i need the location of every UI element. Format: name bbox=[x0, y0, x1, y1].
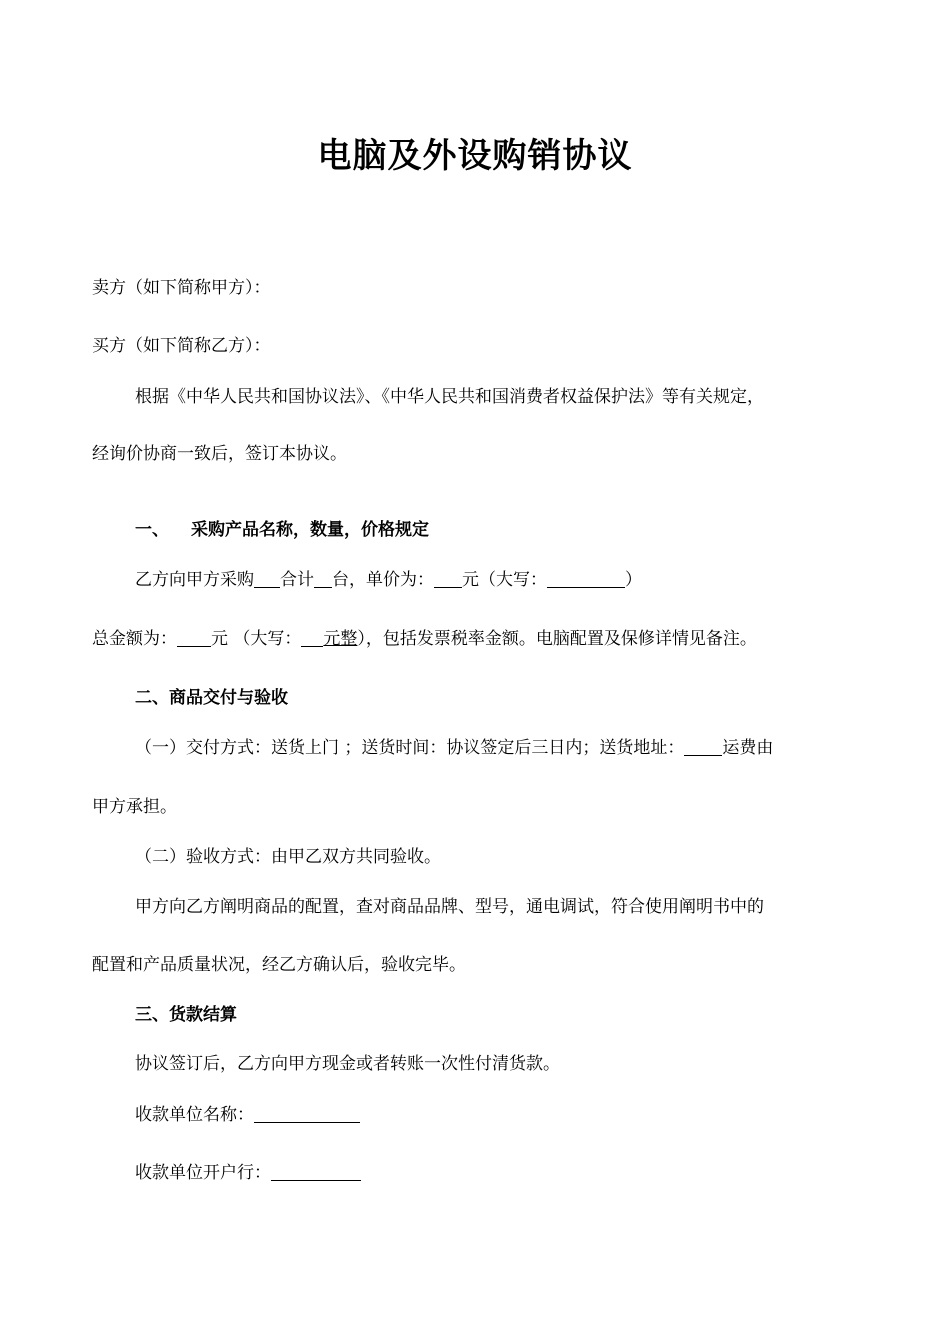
unit-price-text: 台，单价为： bbox=[332, 570, 434, 590]
section1-line-2 bbox=[92, 627, 757, 651]
quantity-blank[interactable] bbox=[314, 569, 332, 588]
unit-price-words-text: 元（大写： bbox=[462, 570, 547, 590]
section2-p2: （二）验收方式：由甲乙双方共同验收。 bbox=[135, 847, 441, 867]
section2-p1-line-2: 甲方承担。 bbox=[92, 797, 177, 817]
total-amount-text: 总金额为： bbox=[92, 629, 177, 649]
freight-text: 运费由 bbox=[722, 738, 774, 758]
payee-bank-blank[interactable] bbox=[271, 1162, 361, 1181]
total-text: 合计 bbox=[280, 570, 314, 590]
payee-name-label: 收款单位名称： bbox=[135, 1105, 254, 1125]
section3-p1: 协议签订后，乙方向甲方现金或者转账一次性付清货款。 bbox=[135, 1054, 560, 1074]
payee-bank-row bbox=[135, 1161, 361, 1185]
unit-price-blank[interactable] bbox=[434, 569, 462, 588]
section1-heading-text: 采购产品名称，数量，价格规定 bbox=[191, 520, 429, 540]
payee-name-row bbox=[135, 1103, 360, 1127]
intro-line-2: 经询价协商一致后，签订本协议。 bbox=[92, 444, 347, 464]
document-title: 电脑及外设购销协议 bbox=[317, 136, 633, 176]
total-words-text: 元 （大写： bbox=[211, 629, 302, 649]
section1-heading-number: 一、 bbox=[135, 520, 169, 540]
section1-line-1 bbox=[135, 568, 642, 592]
section1-heading bbox=[135, 518, 429, 542]
seller-label: 卖方（如下简称甲方）： bbox=[92, 278, 271, 298]
intro-line-1: 根据《中华人民共和国协议法》、《中华人民共和国消费者权益保护法》等有关规定， bbox=[135, 387, 764, 407]
payee-bank-label: 收款单位开户行： bbox=[135, 1163, 271, 1183]
unit-price-words-blank[interactable] bbox=[547, 569, 625, 588]
section2-p3-line-1: 甲方向乙方阐明商品的配置，查对商品品牌、型号，通电调试，符合使用阐明书中的 bbox=[135, 897, 764, 917]
buyer-label: 买方（如下简称乙方）： bbox=[92, 336, 271, 356]
section2-p1-line-1 bbox=[135, 736, 773, 760]
section2-p3-line-2: 配置和产品质量状况，经乙方确认后，验收完毕。 bbox=[92, 955, 466, 975]
delivery-text: （一）交付方式：送货上门 ；送货时间：协议签定后三日内；送货地址： bbox=[135, 738, 685, 758]
payee-name-blank[interactable] bbox=[254, 1104, 360, 1123]
product-blank[interactable] bbox=[254, 569, 280, 588]
invoice-note-text: ），包括发票税率金额。电脑配置及保修详情见备注。 bbox=[357, 629, 757, 649]
section2-heading: 二、商品交付与验收 bbox=[135, 688, 288, 708]
total-amount-blank[interactable] bbox=[177, 628, 211, 647]
close-paren: ） bbox=[625, 570, 642, 590]
section3-heading: 三、货款结算 bbox=[135, 1005, 237, 1025]
purchase-text: 乙方向甲方采购 bbox=[135, 570, 254, 590]
total-words-blank[interactable] bbox=[301, 628, 323, 647]
yuan-zheng-text: 元整 bbox=[323, 629, 358, 649]
delivery-address-blank[interactable] bbox=[684, 737, 722, 756]
